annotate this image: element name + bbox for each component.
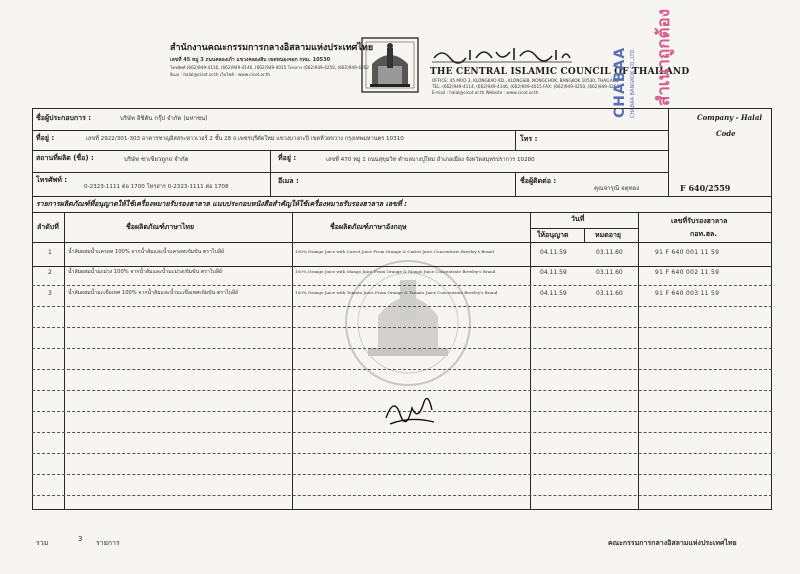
row-thai-name: น้ำส้มผสมน้ำมะม่วง 100% จากน้ำส้มและน้ำมะม่วงเข้มข้น ตราไบลีย์	[68, 269, 222, 275]
col-no-header: ลำดับที่	[37, 223, 59, 231]
row-date-from: 04.11.59	[540, 249, 567, 256]
company-stamp	[606, 18, 646, 122]
row-eng-name: 100% Orange Juice with Mango Juice From Orange & Mango Juice Concentrate Breeley's Brand	[295, 269, 496, 274]
thai-address: เลขที่ 45 หมู่ 3 ถนนคลองเก้า แขวงคลองสิบ เขตหนองจอก กทม. 10530	[170, 57, 331, 63]
arabic-calligraphy-icon	[432, 44, 572, 64]
factory-address-label: ที่อยู่ :	[278, 154, 297, 162]
thai-org-name: สำนักงานคณะกรรมการกลางอิสลามแห่งประเทศไทย	[170, 43, 374, 53]
row-cert-number: 91 F 640 002 11 59	[655, 269, 720, 276]
factory-address-value: เลขที่ 470 หมู่ 1 ถนนสุขุมวิท ตำบลบางปูใหม่ อำเภอเมือง จังหวัดสมุทรปราการ 10280	[326, 157, 535, 163]
address-label: ที่อยู่ :	[36, 134, 55, 142]
total-label: รวม	[36, 539, 49, 547]
row-thai-name: น้ำส้มผสมน้ำมะเขือเทศ 100% จากน้ำส้มและน้ำมะเขือเทศเข้มข้น ตราไบลีย์	[68, 290, 239, 296]
list-title: รายการผลิตภัณฑ์ที่อนุญาตให้ใช้เครื่องหมายรับรองฮาลาล แนบประกอบหนังสือสำคัญให้ใช้เครื่องหมายรับรองฮาลาล เลขที่ :	[36, 200, 407, 208]
certified-copy-stamp	[648, 8, 674, 114]
email-label: อีเมล :	[278, 177, 299, 185]
company-code-title-1: Company - Halal	[697, 113, 763, 122]
col-date-from-header: ให้อนุญาต	[537, 231, 569, 239]
eng-phone: TEL. (662)949-4114, (662)949-4146, (662)949-4015 FAX: (662)949-4250, (662)949-4262	[432, 84, 620, 89]
row-number: 3	[48, 290, 52, 297]
fax-label: โทร :	[520, 135, 538, 143]
row-eng-name: 100% Orange Juice with Tomato Juice From Orange & Tomato Juice Concentrate Breeley's Brand	[295, 290, 498, 295]
factory-value: บริษัท ชาเขียวถูกถ จำกัด	[124, 156, 189, 163]
row-date-from: 04.11.59	[540, 269, 567, 276]
items-label: รายการ	[96, 539, 120, 547]
row-eng-name: 100% Orange Juice with Carrot Juice From Orange & Carrot Juice Concentrate Breeley's Brand	[295, 249, 494, 254]
row-cert-number: 91 F 640 003 11 59	[655, 290, 720, 297]
company-code-title-2: Code	[716, 129, 736, 138]
row-number: 1	[48, 249, 52, 256]
contact-label: ชื่อผู้ติดต่อ :	[520, 177, 557, 185]
phone-value: 0-2323-1111 ต่อ 1700 โทรสาร 0-2323-1111 ต่อ 1708	[84, 184, 229, 190]
signature	[380, 388, 440, 434]
code-box-left	[668, 108, 669, 196]
operator-label: ชื่อผู้ประกอบการ :	[36, 114, 92, 122]
row-date-to: 03.11.60	[596, 269, 623, 276]
row-date-to: 03.11.60	[596, 249, 623, 256]
phone-label: โทรศัพท์ :	[36, 176, 68, 184]
contact-value: คุณจารุณี จตุทอง	[594, 185, 640, 192]
stamp-company: CHABAA BANGKOK CO.,LTD.	[630, 48, 636, 118]
stamp-brand: CHABAA	[612, 46, 628, 118]
row-thai-name: น้ำส้มผสมน้ำแครอท 100% จากน้ำส้มและน้ำแครอทเข้มข้น ตราไบลีย์	[68, 249, 225, 255]
col-date-to-header: หมดอายุ	[595, 231, 622, 239]
operator-value: บริษัท อิชิตัน กรุ๊ป จำกัด (มหาชน)	[120, 115, 208, 122]
row-date-to: 03.11.60	[596, 290, 623, 297]
company-code-value: F 640/2559	[680, 183, 731, 193]
certified-copy-text: สำเนาถูกต้อง	[654, 8, 674, 106]
address-value: เลขที่ 2922/301-303 อาคารชาญอิสสระทาวเวอร์ 2 ชั้น 28 ถ.เพชรบุรีตัดใหม่ แขวงบางกะปิ เขตห้วยขวาง กรุงเทพมหานคร 10310	[86, 136, 404, 142]
watermark-seal-icon	[338, 238, 478, 408]
row-date-from: 04.11.59	[540, 290, 567, 297]
eng-org-name: THE CENTRAL ISLAMIC COUNCIL OF THAILAND	[430, 67, 690, 77]
footer-org: คณะกรรมการกลางอิสลามแห่งประเทศไทย	[608, 539, 737, 547]
col-cert-header-1: เลขที่รับรองฮาลาล	[671, 217, 728, 225]
factory-label: สถานที่ผลิต (ชื่อ) :	[36, 154, 94, 162]
col-date-header: วันที่	[571, 215, 585, 223]
council-logo-icon	[360, 36, 420, 94]
row-cert-number: 91 F 640 001 11 59	[655, 249, 720, 256]
col-eng-header: ชื่อผลิตภัณฑ์ภาษาอังกฤษ	[330, 223, 407, 231]
total-count: 3	[78, 535, 83, 543]
thai-phone: โทรศัพท์ (662)949-4116, (662)949-4146, (662)949-4015 โทรสาร (662)949-4250, (662)949-4262	[170, 65, 369, 70]
thai-email: อีเมล : halal@cicot.or.th เว็บไซต์ : www.cicot.or.th	[170, 72, 271, 77]
col-thai-header: ชื่อผลิตภัณฑ์ภาษาไทย	[126, 223, 195, 231]
row-number: 2	[48, 269, 52, 276]
eng-email: E-mail : halal@cicot.or.th Website : www.cicot.or.th	[432, 90, 539, 95]
col-cert-header-2: กอท.ฮล.	[690, 230, 717, 238]
eng-address: OFFICE: 45 MOO 3, KLONGKAO RD., KLONGSIB, NONGCHOK, BANGKOK 10530, THAILAND	[432, 78, 620, 83]
